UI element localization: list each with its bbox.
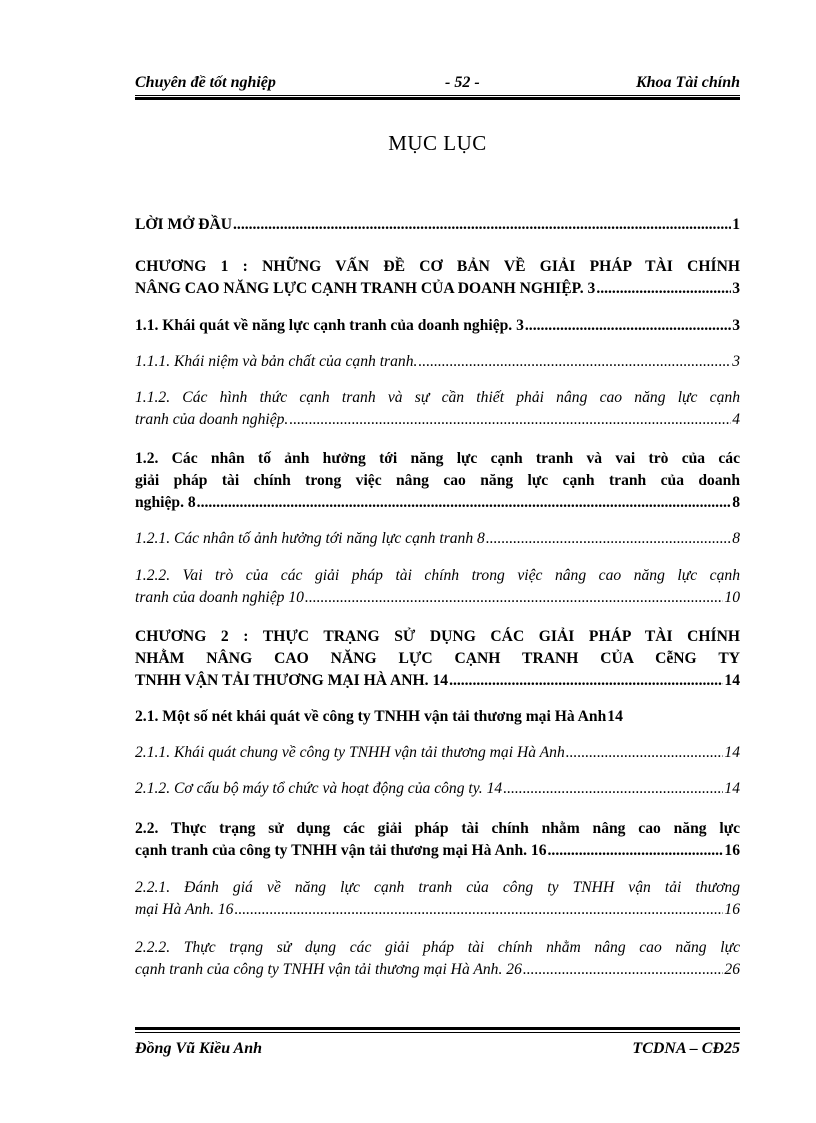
toc-entry-line: CHƯƠNG 1 : NHỮNG VẤN ĐỀ CƠ BẢN VỀ GIẢI PHÁP TÀI CHÍNH	[135, 258, 740, 275]
toc-leader	[595, 278, 731, 300]
toc-entry-1-1-1[interactable]	[135, 351, 740, 373]
toc-page-number: 10	[724, 589, 740, 606]
footer-rule-thick	[135, 1027, 740, 1030]
toc-page-number: 3	[732, 280, 740, 297]
toc-page-number: 14	[724, 744, 740, 761]
toc-entry-2-1[interactable]	[135, 706, 740, 728]
toc-entry-1-2[interactable]	[135, 448, 740, 514]
header-rule-thin	[135, 95, 740, 96]
toc-page-number: 1	[732, 216, 740, 233]
page-title: MỤC LỤC	[388, 131, 487, 155]
toc-page-number: 8	[732, 530, 740, 547]
toc-entry-line: CHƯƠNG 2 : THỰC TRẠNG SỬ DỤNG CÁC GIẢI PHÁP TÀI CHÍNH	[135, 628, 740, 645]
toc-leader	[547, 840, 724, 862]
toc-entry-2-2-2[interactable]	[135, 937, 740, 981]
toc-entry-2-1-1[interactable]	[135, 742, 740, 764]
toc-page-number: 26	[724, 961, 740, 978]
toc-entry-1-1-2[interactable]	[135, 387, 740, 431]
toc-entry-text: cạnh tranh của công ty TNHH vận tải thương mại Hà Anh. 16	[135, 842, 547, 859]
toc-entry-line: 1.2.2. Vai trò của các giải pháp tài chính trong việc nâng cao năng lực cạnh	[135, 567, 740, 584]
toc-entry-text: 2.1.1. Khái quát chung về công ty TNHH vận tải thương mại Hà Anh	[135, 744, 565, 761]
toc-entry-chuong-2[interactable]	[135, 626, 740, 692]
toc-entry-2-1-2[interactable]	[135, 778, 740, 800]
toc-page-number: 16	[724, 842, 740, 859]
toc-page-number: 14	[724, 780, 740, 797]
toc-entry-line: 2.2.1. Đánh giá về năng lực cạnh tranh của công ty TNHH vận tải thương	[135, 879, 740, 896]
toc-leader	[522, 959, 724, 981]
toc-leader	[304, 587, 723, 609]
footer-rule-thin	[135, 1032, 740, 1033]
toc-leader	[417, 351, 731, 373]
toc-entry-chuong-1[interactable]	[135, 256, 740, 300]
toc-entry-loi-mo-dau[interactable]	[135, 214, 740, 236]
toc-leader	[196, 492, 732, 514]
toc-entry-line: 2.2. Thực trạng sử dụng các giải pháp tài chính nhằm nâng cao năng lực	[135, 820, 740, 837]
toc-entry-1-1[interactable]	[135, 315, 740, 337]
header-left-text: Chuyên đề tốt nghiệp	[135, 74, 276, 91]
page-footer	[135, 1040, 740, 1060]
toc-entry-text: TNHH VẬN TẢI THƯƠNG MẠI HÀ ANH. 14	[135, 672, 449, 689]
toc-page-number: 14	[724, 672, 740, 689]
toc-entry-1-2-1[interactable]	[135, 528, 740, 550]
toc-entry-text: NÂNG CAO NĂNG LỰC CẠNH TRANH CỦA DOANH NGHIỆP. 3	[135, 280, 596, 297]
toc-page-number: 3	[732, 353, 740, 370]
toc-entry-text: 1.1. Khái quát về năng lực cạnh tranh của doanh nghiệp. 3	[135, 317, 524, 334]
toc-entry-line: 2.2.2. Thực trạng sử dụng các giải pháp tài chính nhằm nâng cao năng lực	[135, 939, 740, 956]
toc-entry-text: 1.1.1. Khái niệm và bản chất của cạnh tranh.	[135, 353, 418, 370]
toc-page-number: 14	[607, 708, 623, 725]
toc-leader	[232, 214, 731, 236]
toc-entry-1-2-2[interactable]	[135, 565, 740, 609]
toc-entry-text: tranh của doanh nghiệp.	[135, 411, 289, 428]
toc-entry-2-2[interactable]	[135, 818, 740, 862]
toc-entry-text: mại Hà Anh. 16	[135, 901, 234, 918]
footer-class-code: TCDNA – CĐ25	[632, 1040, 740, 1057]
toc-entry-text: 1.2.1. Các nhân tố ảnh hưởng tới năng lực cạnh tranh 8	[135, 530, 485, 547]
toc-entry-text: nghiệp. 8	[135, 494, 196, 511]
toc-page-number: 8	[732, 494, 740, 511]
toc-entry-line: giải pháp tài chính trong việc nâng cao năng lực cạnh tranh của doanh	[135, 472, 740, 489]
toc-leader	[502, 778, 723, 800]
footer-author: Đồng Vũ Kiều Anh	[135, 1040, 263, 1057]
toc-leader	[524, 315, 731, 337]
toc-leader	[448, 670, 723, 692]
toc-entry-text: cạnh tranh của công ty TNHH vận tải thương mại Hà Anh. 26	[135, 961, 522, 978]
toc-entry-line: NHẰM NÂNG CAO NĂNG LỰC CẠNH TRANH CỦA CễNG TY	[135, 650, 740, 667]
toc-entry-text: LỜI MỞ ĐẦU	[135, 216, 233, 233]
header-right-text: Khoa Tài chính	[635, 74, 740, 91]
toc-leader	[233, 899, 723, 921]
header-rule-thick	[135, 97, 740, 100]
page-header	[135, 74, 740, 94]
toc-leader	[288, 409, 731, 431]
page-number: - 52 -	[445, 74, 480, 91]
toc-entry-line: 1.1.2. Các hình thức cạnh tranh và sự cần thiết phải nâng cao năng lực cạnh	[135, 389, 740, 406]
toc-entry-text: tranh của doanh nghiệp 10	[135, 589, 304, 606]
toc-entry-text: 2.1.2. Cơ cấu bộ máy tổ chức và hoạt động của công ty. 14	[135, 780, 503, 797]
toc-entry-line: 1.2. Các nhân tố ảnh hưởng tới năng lực cạnh tranh và vai trò của các	[135, 450, 740, 467]
toc-entry-text: 2.1. Một số nét khái quát về công ty TNHH vận tải thương mại Hà Anh	[135, 708, 607, 725]
toc-page-number: 16	[724, 901, 740, 918]
toc-entry-2-2-1[interactable]	[135, 877, 740, 921]
toc-page-number: 3	[732, 317, 740, 334]
toc-leader	[485, 528, 731, 550]
toc-page-number: 4	[732, 411, 740, 428]
toc-leader	[565, 742, 724, 764]
